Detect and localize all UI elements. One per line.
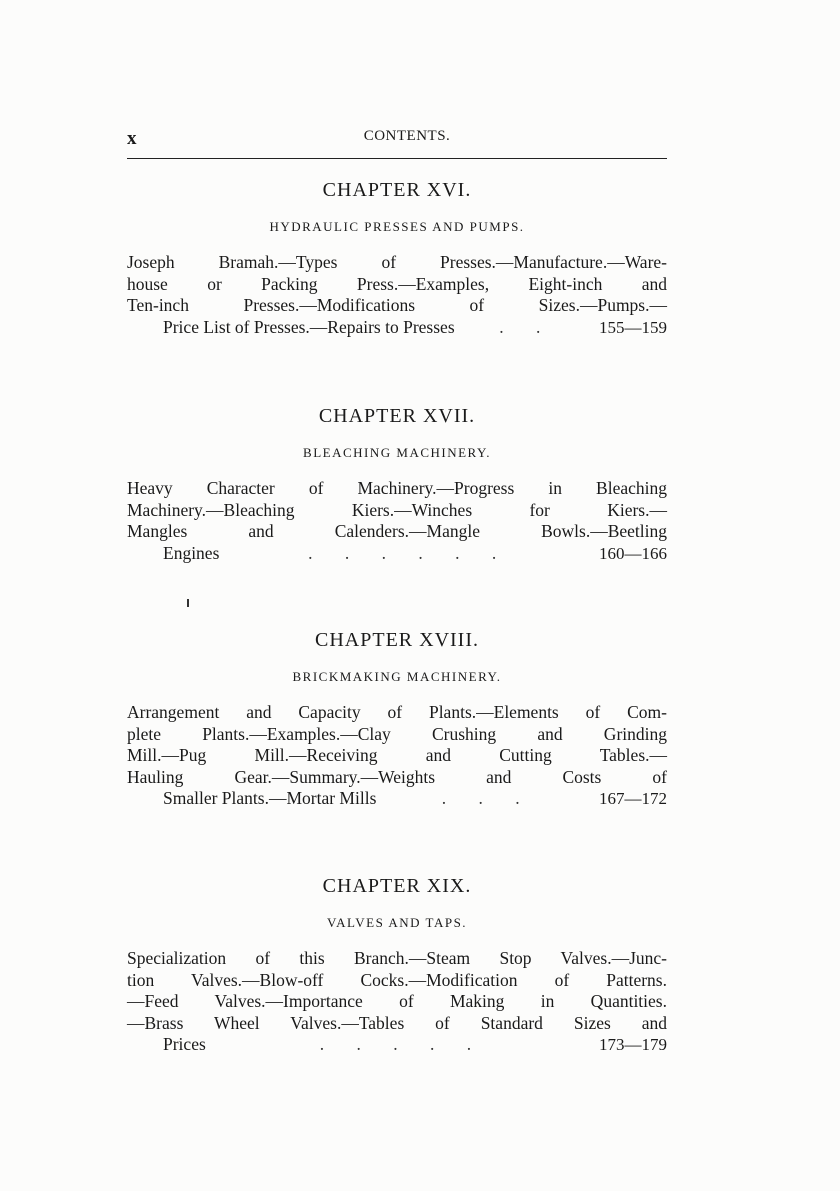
running-title: CONTENTS.: [363, 128, 451, 144]
page-number: x: [127, 128, 137, 149]
chapter-summary: [127, 478, 667, 564]
chapter-subtitle: BLEACHING MACHINERY.: [303, 445, 491, 460]
header-rule: [127, 158, 667, 159]
summary-line: plete Plants.—Examples.—Clay Crushing and Grinding: [127, 723, 667, 744]
dot-leader: . . .: [441, 788, 534, 808]
summary-line: house or Packing Press.—Examples, Eight-inch and: [127, 273, 667, 294]
summary-last-line: [163, 317, 667, 339]
summary-line: Smaller Plants.—Mortar Mills: [163, 788, 377, 808]
summary-line: Heavy Character of Machinery.—Progress in Bleaching: [127, 478, 667, 498]
chapter-xviii: [127, 626, 667, 810]
page-range: 167—172: [599, 789, 667, 808]
page-range: 173—179: [599, 1035, 667, 1054]
chapter-subtitle: VALVES AND TAPS.: [326, 915, 468, 930]
summary-line: Mill.—Pug Mill.—Receiving and Cutting Tables.—: [127, 745, 667, 765]
chapter-xvi: [127, 176, 667, 338]
page-range: 160—166: [599, 543, 667, 563]
summary-line: Hauling Gear.—Summary.—Weights and Costs of: [127, 766, 667, 787]
summary-line: Price List of Presses.—Repairs to Presses: [163, 316, 455, 337]
chapter-title: CHAPTER XVI.: [322, 179, 472, 201]
summary-line: Ten-inch Presses.—Modifications of Sizes.—Pumps.—: [127, 295, 667, 315]
summary-last-line: [163, 788, 667, 810]
summary-line: Arrangement and Capacity of Plants.—Elements of Com-: [127, 702, 667, 722]
summary-line: —Feed Valves.—Importance of Making in Quantities.: [127, 991, 667, 1011]
chapter-title: CHAPTER XVII.: [318, 405, 476, 427]
summary-last-line: [163, 1034, 667, 1056]
chapter-summary: [127, 252, 667, 338]
chapter-xvii: [127, 402, 667, 564]
summary-line: tion Valves.—Blow-off Cocks.—Modification of Patterns.: [127, 969, 667, 990]
summary-line: Prices: [163, 1034, 206, 1054]
page-range: 155—159: [599, 317, 667, 337]
dot-leader: . . . . . .: [308, 542, 511, 563]
chapter-xix: [127, 872, 667, 1056]
print-mark: [187, 599, 189, 607]
chapter-summary: [127, 948, 667, 1056]
summary-line: Mangles and Calenders.—Mangle Bowls.—Beetling: [127, 521, 667, 541]
summary-line: —Brass Wheel Valves.—Tables of Standard Sizes and: [127, 1012, 667, 1033]
dot-leader: . . . . .: [319, 1034, 486, 1054]
summary-last-line: [163, 543, 667, 565]
chapter-subtitle: HYDRAULIC PRESSES AND PUMPS.: [269, 219, 525, 234]
summary-line: Machinery.—Bleaching Kiers.—Winches for Kiers.—: [127, 499, 667, 520]
chapter-title: CHAPTER XIX.: [322, 875, 472, 897]
chapter-title: CHAPTER XVIII.: [315, 629, 479, 651]
chapter-summary: [127, 702, 667, 810]
chapter-subtitle: BRICKMAKING MACHINERY.: [292, 669, 502, 684]
dot-leader: . .: [499, 316, 555, 337]
page-header: [127, 120, 667, 154]
summary-line: Joseph Bramah.—Types of Presses.—Manufacture.—Ware-: [127, 252, 667, 272]
summary-line: Engines: [163, 542, 220, 563]
summary-line: Specialization of this Branch.—Steam Stop Valves.—Junc-: [127, 948, 667, 968]
